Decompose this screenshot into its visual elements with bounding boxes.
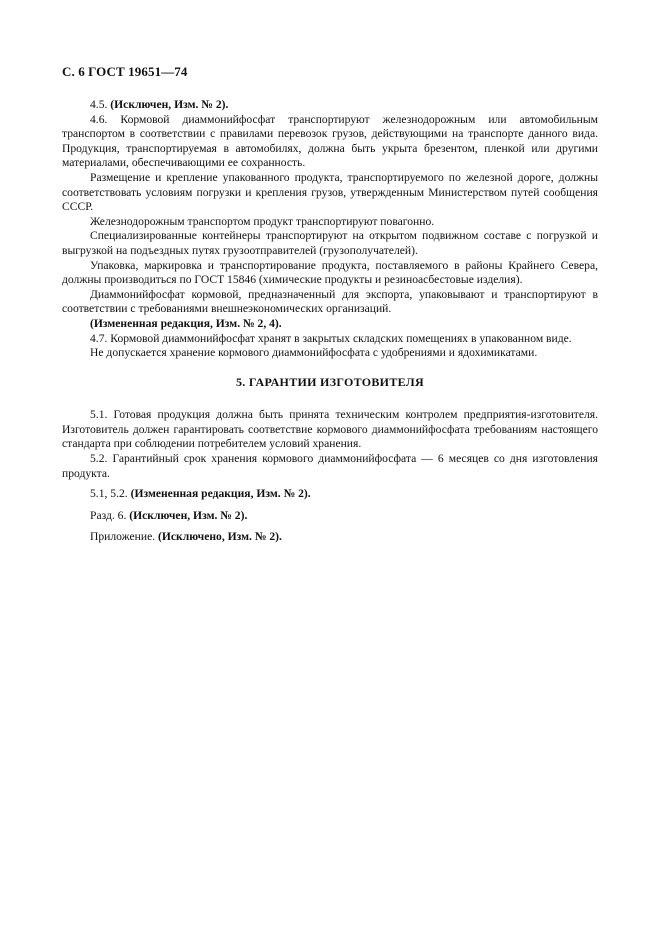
document-body — [62, 98, 598, 545]
revision-5-1-5-2 — [62, 487, 598, 502]
appendix-label: Приложение. — [90, 530, 159, 544]
paragraph-containers: Специализированные контейнеры транспортируют на открытом подвижном составе с погрузкой и выгрузкой на подъездных путях грузоотправителей (грузополучателей). — [62, 229, 598, 257]
clause-status: (Измененная редакция, Изм. № 2). — [130, 487, 311, 501]
paragraph-placement: Размещение и крепление упакованного продукта, транспортируемого по железной дороге, должны соответствовать условиям погрузки и крепления грузов, утвержденным Министерством путей сообщения СССР. — [62, 170, 598, 214]
clause-4-5 — [62, 98, 598, 113]
section-number: Разд. 6. — [90, 508, 130, 522]
clause-5-2: 5.2. Гарантийный срок хранения кормового диаммонийфосфата — 6 месяцев со дня изготовления продукта. — [62, 452, 598, 480]
clause-status: (Исключен, Изм. № 2). — [110, 98, 229, 111]
paragraph-export: Диаммонийфосфат кормовой, предназначенный для экспорта, упаковывают и транспортируют в соответствии с требованиями внешнеэкономических организаций. — [62, 287, 598, 316]
clause-5-1: 5.1. Готовая продукция должна быть принята техническим контролем предприятия-изготовителя. Изготовитель должен гарантировать соответствие кормового диаммонийфосфата требованиям настоящего стандарта при соблюдении потребителем условий хранения. — [62, 408, 598, 451]
paragraph-storage-restriction: Не допускается хранение кормового диаммонийфосфата с удобрениями и ядохимикатами. — [90, 346, 538, 360]
clause-4-7: 4.7. Кормовой диаммонийфосфат хранят в закрытых складских помещениях в упакованном виде. — [90, 331, 572, 345]
section-status: (Исключен, Изм. № 2). — [129, 508, 248, 522]
section-6-note — [62, 509, 598, 524]
section-title: 5. ГАРАНТИИ ИЗГОТОВИТЕЛЯ — [236, 374, 424, 389]
clause-number: 5.1, 5.2. — [90, 487, 131, 501]
clause-number: 4.5. — [90, 98, 111, 111]
clause-4-6: 4.6. Кормовой диаммонийфосфат транспортируют железнодорожным или автомобильным транспортом в соответствии с правилами перевозок грузов, действующими на транспорте данного вида. Продукция, транспортируемая в автомобилях, должна быть укрыта брезентом, пленкой или другими материалами, обеспечивающими ее сохранность. — [62, 112, 598, 170]
appendix-note — [62, 530, 598, 545]
running-head: С. 6 ГОСТ 19651—74 — [62, 64, 188, 79]
paragraph-rail-transport: Железнодорожным транспортом продукт транспортируют повагонно. — [90, 214, 435, 228]
appendix-status: (Исключено, Изм. № 2). — [158, 530, 282, 544]
revision-note: (Измененная редакция, Изм. № 2, 4). — [90, 316, 282, 330]
paragraph-far-north: Упаковка, маркировка и транспортирование продукта, поставляемого в районы Крайнего Севера, должны производиться по ГОСТ 15846 (химические продукты и резиноасбестовые изделия). — [62, 258, 598, 287]
